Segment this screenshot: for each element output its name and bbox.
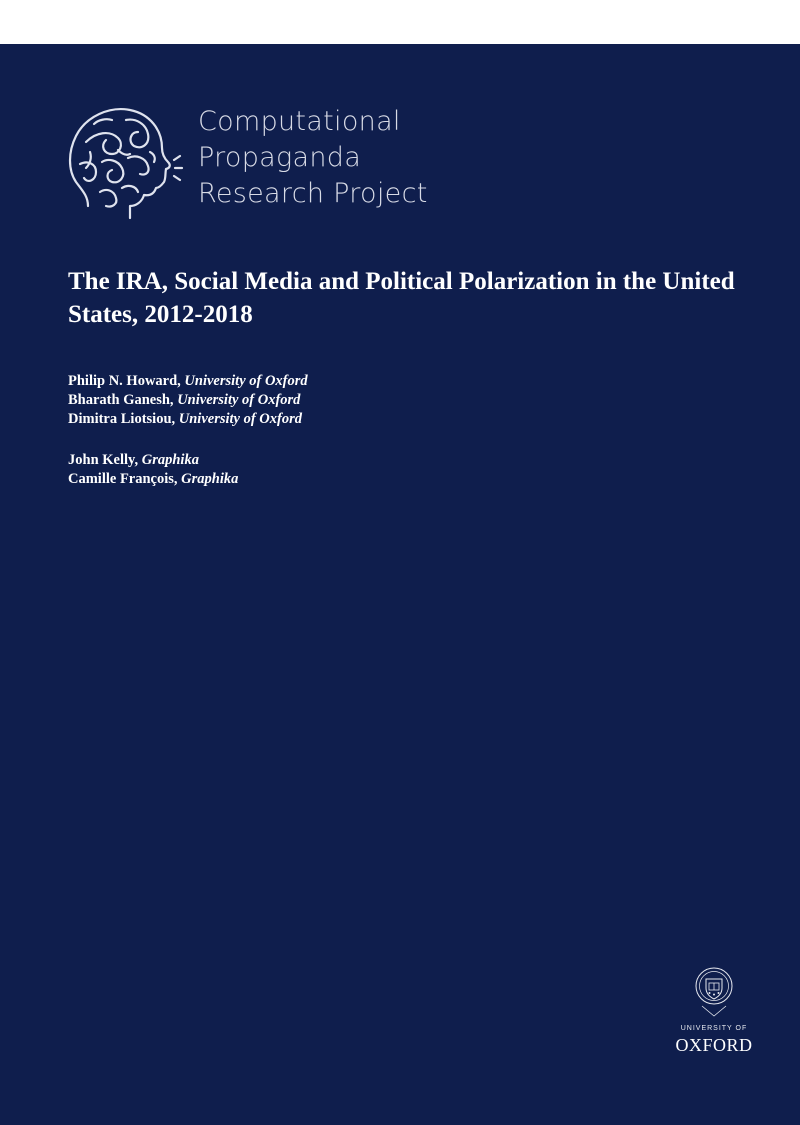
oxford-logo-line1: UNIVERSITY OF (680, 1025, 748, 1032)
author-name: Camille François, (68, 471, 182, 487)
author-affiliation: University of Oxford (178, 411, 303, 427)
oxford-crest-icon (694, 966, 734, 1018)
author-entry (68, 451, 238, 470)
author-name: Bharath Ganesh, (68, 392, 178, 408)
author-list-oxford (68, 372, 308, 429)
line-art-head-profile-icon (66, 102, 184, 220)
project-logo (66, 100, 426, 220)
project-name (198, 104, 428, 212)
author-entry (68, 391, 308, 410)
project-name-line: Propaganda (198, 142, 362, 173)
author-list-graphika (68, 451, 238, 489)
page-top-margin (0, 0, 800, 44)
report-title: The IRA, Social Media and Political Polarization in the United States, 2012-2018 (68, 268, 735, 328)
project-name-line: Computational (198, 106, 401, 137)
author-affiliation: Graphika (141, 452, 199, 468)
university-of-oxford-logo (668, 966, 760, 1062)
author-name: Philip N. Howard, (68, 373, 185, 389)
oxford-logo-line2: OXFORD (675, 1035, 753, 1055)
author-entry (68, 470, 238, 489)
author-affiliation: Graphika (181, 471, 239, 487)
author-name: Dimitra Liotsiou, (68, 411, 179, 427)
author-affiliation: University of Oxford (177, 392, 301, 408)
author-entry (68, 410, 308, 429)
project-name-line: Research Project (198, 178, 428, 209)
author-entry (68, 372, 308, 391)
author-affiliation: University of Oxford (184, 373, 308, 389)
author-name: John Kelly, (68, 452, 142, 468)
